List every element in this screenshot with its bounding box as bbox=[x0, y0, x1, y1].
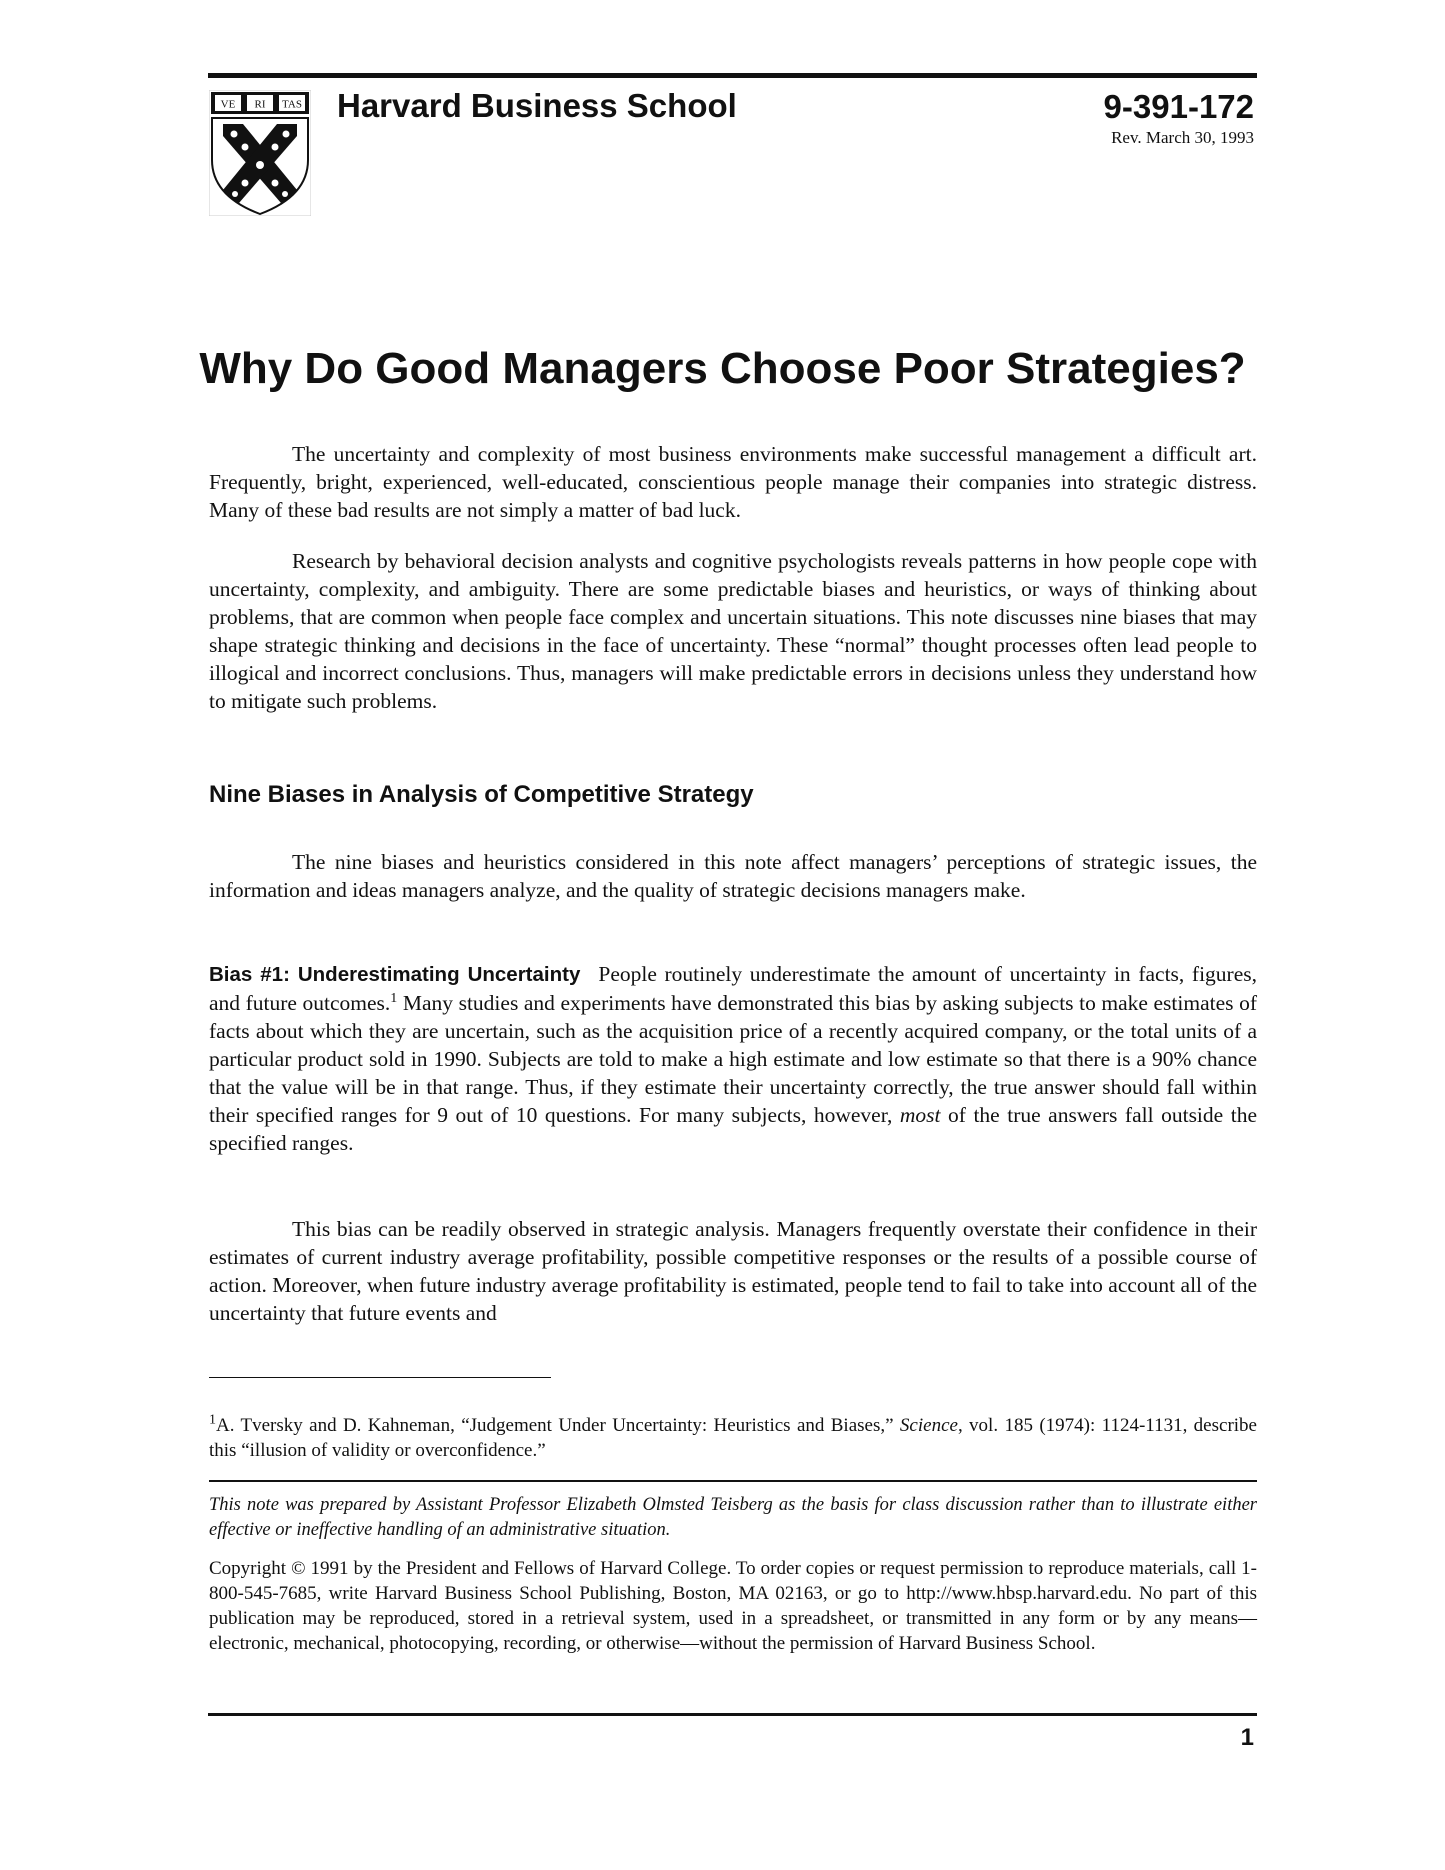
preparation-note-block bbox=[209, 1493, 1257, 1543]
preparation-note: This note was prepared by Assistant Professor Elizabeth Olmsted Teisberg as the basis for class discussion rather than to illustrate either effective or ineffective handling of an administrative situation. bbox=[209, 1495, 1257, 1540]
page-title: Why Do Good Managers Choose Poor Strategies? bbox=[199, 344, 1246, 393]
bias1-paragraph-2: This bias can be readily observed in strategic analysis. Managers frequently overstate their confidence in their estimates of current industry average profitability, possible competitive responses or the results of a possible course of action. Moreover, when future industry average profitability is estimated, people tend to fail to take into account all of the uncertainty that future events and bbox=[209, 1217, 1257, 1325]
footnote bbox=[209, 1413, 1257, 1463]
intro-paragraph-2-block bbox=[209, 547, 1257, 715]
page-number: 1 bbox=[1240, 1724, 1254, 1751]
footnote-separator bbox=[209, 1377, 551, 1378]
copyright-block bbox=[209, 1556, 1257, 1656]
section-paragraph: The nine biases and heuristics considered in this note affect managers’ perceptions of strategic issues, the information and ideas managers analyze, and the quality of strategic decisions managers make. bbox=[209, 850, 1257, 902]
bias1-text-part3: of the true answers fall outside the specified ranges. bbox=[209, 1103, 1257, 1155]
bias1-emphasis: most bbox=[899, 1103, 941, 1127]
crest-letters-ri: RI bbox=[254, 98, 266, 111]
document-number: 9-391-172 bbox=[1103, 88, 1254, 125]
footnote-text-part1: A. Tversky and D. Kahneman, “Judgement Under Uncertainty: Heuristics and Biases,” bbox=[216, 1415, 900, 1436]
bias1-paragraph bbox=[209, 960, 1257, 1157]
revision-date: Rev. March 30, 1993 bbox=[1111, 128, 1254, 147]
bias1-text-part1: People routinely underestimate the amount of uncertainty in facts, figures, and future outcomes. bbox=[209, 962, 1258, 1015]
footer-rule bbox=[208, 1713, 1257, 1716]
crest-letters-tas: TAS bbox=[282, 98, 302, 111]
bias1-paragraph-block bbox=[209, 960, 1257, 1157]
crest-letters-ve: VE bbox=[220, 98, 236, 111]
bias1-text-part2: Many studies and experiments have demonstrated this bias by asking subjects to make estimates of facts about which they are uncertain, such as the acquisition price of a recently acquired company, or the total units of a particular product sold in 1990. Subjects are told to make a high estimate and low estimate so that there is a 90% chance that the value will be in that range. Thus, if they estimate their uncertainty correctly, the true answer should fall within their specified ranges for 9 out of 10 questions. For many subjects, however, bbox=[209, 991, 1257, 1127]
section-heading: Nine Biases in Analysis of Competitive Strategy bbox=[209, 781, 754, 808]
intro-paragraph-1-block bbox=[209, 440, 1257, 524]
bias1-paragraph-2-block bbox=[209, 1215, 1257, 1327]
harvard-crest-logo bbox=[209, 90, 311, 216]
footnote-reference: 1 bbox=[390, 990, 398, 1006]
copyright-notice: Copyright © 1991 by the President and Fellows of Harvard College. To order copies or request permission to reproduce materials, call 1-800-545-7685, write Harvard Business School Publishing, Boston, MA 02163, or go to http://www.hbsp.harvard.edu. No part of this publication may be reproduced, stored in a retrieval system, used in a spreadsheet, or transmitted in any form or by any means—electronic, mechanical, photocopying, recording, or otherwise—without the permission of Harvard Business School. bbox=[209, 1558, 1257, 1654]
section-paragraph-block bbox=[209, 848, 1257, 904]
footnote-journal: Science bbox=[899, 1415, 958, 1436]
footnote-text-part2: , vol. 185 (1974): 1124-1131, describe this “illusion of validity or overconfidence.” bbox=[209, 1415, 1257, 1461]
intro-paragraph-2: Research by behavioral decision analysts and cognitive psychologists reveals patterns in how people cope with uncertainty, complexity, and ambiguity. There are some predictable biases and heuristics, or ways of thinking about problems, that are common when people face complex and uncertain situations. This note discusses nine biases that may shape strategic thinking and decisions in the face of uncertainty. These “normal” thought processes often lead people to illogical and incorrect conclusions. Thus, managers will make predictable errors in decisions unless they understand how to mitigate such problems. bbox=[209, 549, 1257, 713]
intro-paragraph-1: The uncertainty and complexity of most business environments make successful management a difficult art. Frequently, bright, experienced, well-educated, conscientious people manage their companies into strategic distress. Many of these bad results are not simply a matter of bad luck. bbox=[209, 442, 1257, 522]
preparation-note-rule bbox=[209, 1480, 1257, 1482]
header-rule bbox=[208, 73, 1257, 78]
footnote-marker: 1 bbox=[209, 1412, 216, 1428]
school-name: Harvard Business School bbox=[337, 87, 737, 124]
bias1-heading: Bias #1: Underestimating Uncertainty bbox=[209, 963, 581, 986]
